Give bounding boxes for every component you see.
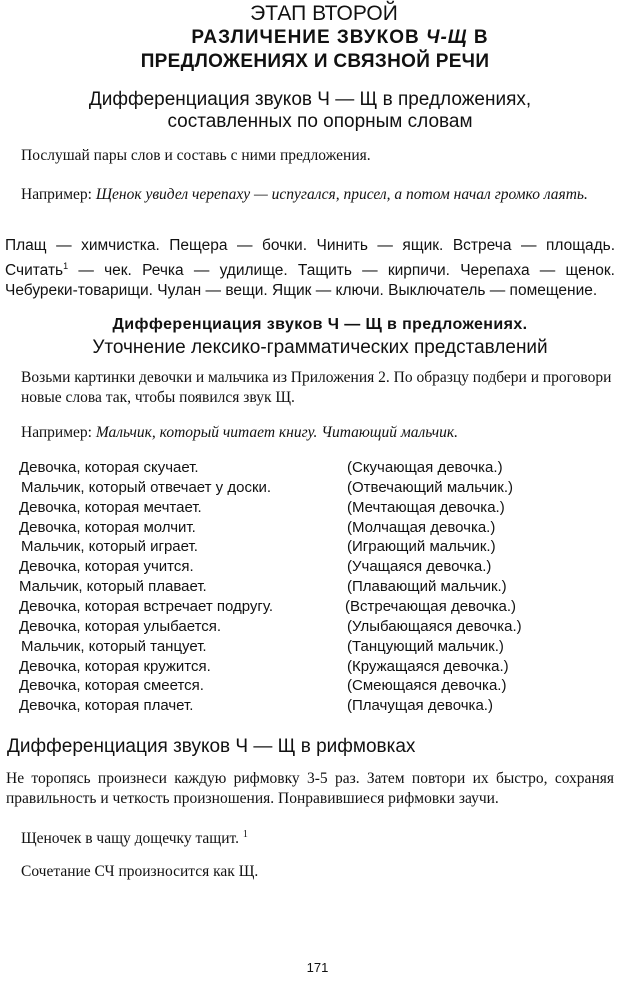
- pair-phrase: Девочка, которая кружится.: [19, 657, 211, 675]
- section1-heading-line1: Дифференциация звуков Ч — Щ в предложениях,: [88, 89, 532, 110]
- rhyme-line: [21, 825, 248, 849]
- section1-word-pairs: [5, 236, 615, 301]
- pair-phrase: Девочка, которая смеется.: [19, 677, 204, 695]
- pair-phrase: Мальчик, который плавает.: [19, 578, 207, 596]
- footnote-marker: 1: [63, 261, 69, 271]
- section1-heading-line2: составленных по опорным словам: [167, 111, 473, 132]
- pair-row: [0, 458, 620, 478]
- pair-phrase: Девочка, которая улыбается.: [19, 617, 222, 635]
- pair-row: [0, 478, 620, 498]
- section1-instruction: Послушай пары слов и составь с ними предложения.: [21, 147, 371, 164]
- word-pairs-part-a: Плащ — химчистка. Пещера — бочки. Чинить — ящик. Встреча — площадь. Считать: [5, 237, 615, 280]
- section3-heading: Дифференциация звуков Ч — Щ в рифмовках: [7, 736, 416, 757]
- pair-phrase: Девочка, которая встречает подругу.: [19, 597, 274, 615]
- pair-row: [0, 696, 620, 716]
- rhyme-footnote-marker: 1: [242, 829, 248, 840]
- word-pairs-part-b: — чек. Речка — удилище. Тащить — кирпичи. Черепаха — щенок. Чебуреки-товарищи. Чулан — вещи. Ящик — ключи. Выключатель — помещение.: [5, 262, 615, 300]
- pair-phrase: Мальчик, который отвечает у доски.: [21, 478, 272, 496]
- pair-answer: (Скучающая девочка.): [347, 459, 503, 476]
- pair-answer: (Мечтающая девочка.): [347, 498, 505, 516]
- page-number: 171: [306, 960, 329, 975]
- pair-row: [0, 537, 620, 557]
- main-title-part-b: Ч-Щ: [426, 27, 468, 48]
- pair-phrase: Девочка, которая мечтает.: [19, 498, 202, 516]
- pair-phrase: Девочка, которая скучает.: [19, 459, 199, 476]
- section2-heading-line1: Дифференциация звуков Ч — Щ в предложениях.: [112, 316, 528, 333]
- section1-example-label: Например:: [21, 186, 96, 203]
- pair-answer: (Отвечающий мальчик.): [347, 478, 513, 496]
- section2-instruction: Возьми картинки девочки и мальчика из Приложения 2. По образцу подбери и проговори новые слова так, чтобы появился звук Щ.: [21, 369, 612, 406]
- pair-answer: (Плавающий мальчик.): [347, 578, 507, 596]
- pair-row: [0, 518, 620, 538]
- footnote: Сочетание СЧ произносится как Щ.: [21, 863, 259, 880]
- section2-heading-line2: Уточнение лексико-грамматических представлений: [92, 337, 548, 358]
- pair-answer: (Встречающая девочка.): [345, 597, 517, 615]
- pair-row: [0, 597, 620, 617]
- pair-phrase: Девочка, которая учится.: [19, 558, 194, 576]
- pair-row: [0, 498, 620, 518]
- main-title-line2: ПРЕДЛОЖЕНИЯХ И СВЯЗНОЙ РЕЧИ: [140, 51, 490, 72]
- stage-label: ЭТАП ВТОРОЙ: [250, 2, 398, 25]
- pair-row: [0, 676, 620, 696]
- pair-answer: (Смеющаяся девочка.): [347, 677, 507, 695]
- pair-answer: (Кружащаяся девочка.): [347, 657, 509, 675]
- pair-row: [0, 617, 620, 637]
- main-title-part-c: В: [467, 27, 489, 48]
- main-title-line1: [0, 27, 620, 49]
- section1-example-text: Щенок увидел черепаху — испугался, присел, а потом начал громко лаять.: [95, 186, 588, 203]
- pair-answer: (Молчащая девочка.): [347, 518, 496, 536]
- pair-answer: (Танцующий мальчик.): [347, 637, 504, 655]
- section2-example: [21, 423, 458, 443]
- rhyme-text: Щеночек в чащу дощечку тащит.: [21, 830, 240, 848]
- pair-row: [0, 657, 620, 677]
- section1-example: [21, 184, 606, 206]
- main-title-part-a: РАЗЛИЧЕНИЕ ЗВУКОВ: [191, 27, 426, 48]
- section2-example-text: Мальчик, который читает книгу. Читающий мальчик.: [95, 424, 458, 441]
- section3-instruction: Не торопясь произнеси каждую рифмовку 3-5 раз. Затем повтори их быстро, сохраняя правильность и четкость произношения. Понравившиеся рифмовки заучи.: [6, 770, 614, 807]
- pair-phrase: Мальчик, который играет.: [21, 538, 198, 556]
- section2-example-label: Например:: [21, 424, 96, 441]
- pair-phrase: Девочка, которая молчит.: [19, 518, 196, 536]
- pair-row: [0, 637, 620, 657]
- pair-answer: (Плачущая девочка.): [347, 697, 493, 715]
- pair-phrase: Девочка, которая плачет.: [19, 697, 194, 715]
- pair-answer: (Играющий мальчик.): [347, 538, 496, 556]
- pair-answer: (Учащаяся девочка.): [347, 558, 492, 576]
- pair-phrase: Мальчик, который танцует.: [21, 637, 207, 655]
- pair-row: [0, 557, 620, 577]
- pair-row: [0, 577, 620, 597]
- pair-answer: (Улыбающаяся девочка.): [347, 617, 522, 635]
